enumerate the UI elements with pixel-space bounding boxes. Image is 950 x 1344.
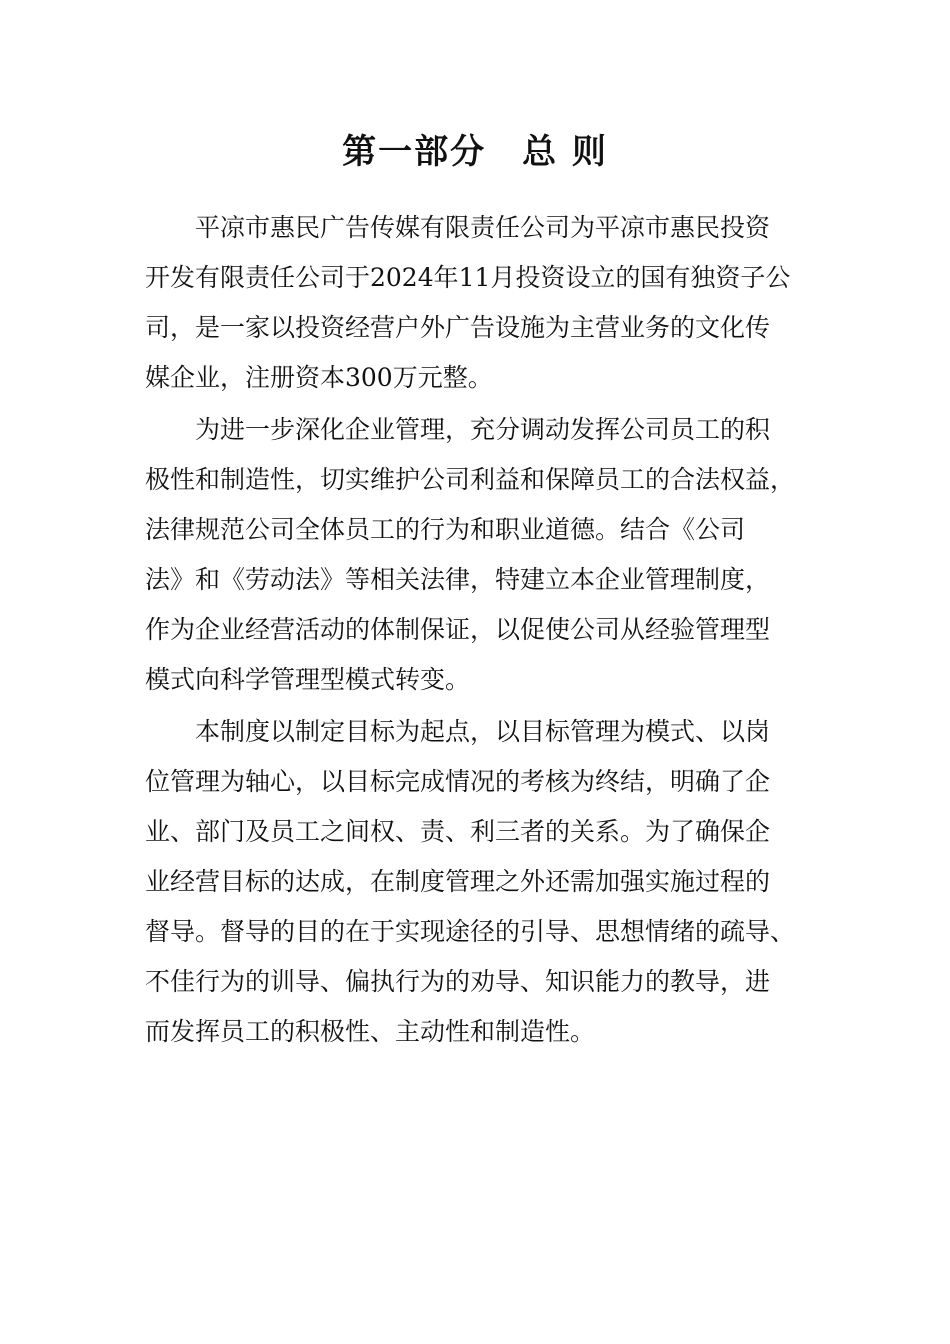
text-line: 而发挥员工的积极性、主动性和制造性。 <box>145 1017 596 1046</box>
text-line: 位管理为轴心，以目标完成情况的考核为终结，明确了企 <box>145 767 771 796</box>
paragraph-purpose <box>145 405 810 705</box>
page-title: 第一部分 总 则 <box>342 132 608 172</box>
text-line: 平凉市惠民广告传媒有限责任公司为平凉市惠民投资 <box>195 213 771 242</box>
text-line: 不佳行为的训导、偏执行为的劝导、知识能力的教导，进 <box>145 967 771 996</box>
text-line: 司，是一家以投资经营户外广告设施为主营业务的文化传 <box>145 313 771 342</box>
text-line: 开发有限责任公司于2024年11月投资设立的国有独资子公 <box>145 263 791 292</box>
body-text <box>145 203 810 1059</box>
text-line: 法》和《劳动法》等相关法律，特建立本企业管理制度， <box>145 565 771 594</box>
paragraph-company-intro <box>145 203 810 403</box>
text-line: 业经营目标的达成，在制度管理之外还需加强实施过程的 <box>145 867 771 896</box>
paragraph-system-overview <box>145 707 810 1057</box>
text-line: 本制度以制定目标为起点，以目标管理为模式、以岗 <box>195 717 771 746</box>
text-line: 为进一步深化企业管理，充分调动发挥公司员工的积 <box>195 415 771 444</box>
text-line: 作为企业经营活动的体制保证，以促使公司从经验管理型 <box>145 615 771 644</box>
text-line: 极性和制造性，切实维护公司利益和保障员工的合法权益， <box>145 465 796 494</box>
text-line: 模式向科学管理型模式转变。 <box>145 665 471 694</box>
text-line: 法律规范公司全体员工的行为和职业道德。结合《公司 <box>145 515 746 544</box>
text-line: 媒企业，注册资本300万元整。 <box>145 363 493 392</box>
text-line: 督导。督导的目的在于实现途径的引导、思想情绪的疏导、 <box>145 917 796 946</box>
text-line: 业、部门及员工之间权、责、利三者的关系。为了确保企 <box>145 817 771 846</box>
